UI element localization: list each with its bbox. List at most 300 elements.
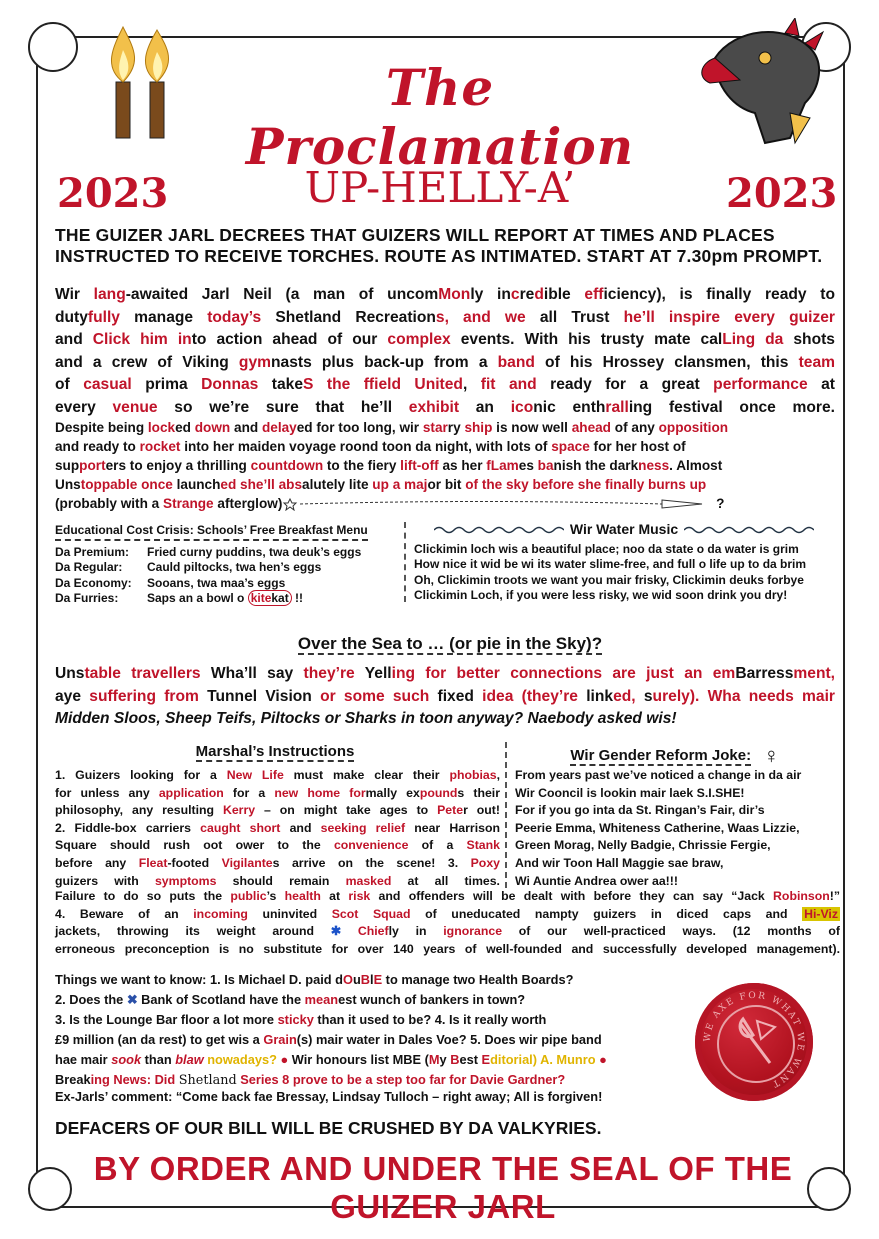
text-segment: events. With his trusty mate cal [450,331,723,348]
highlight-word: convenience [333,838,409,853]
text-segment: ry [447,420,465,435]
text-segment: to the fiery [323,458,401,473]
text-segment: and [230,420,262,435]
text-segment: Failure to do so puts the [55,889,231,903]
highlight-word: Robinson [773,889,830,903]
water-music [414,522,834,604]
text-segment: and a crew of Viking [55,353,239,371]
water-heading: Wir Water Music [569,521,679,537]
highlight-word: Pete [437,803,464,818]
highlight-word: gym [238,353,271,371]
text-segment: uninvited [247,906,332,921]
highlight-word: Ling da [722,331,784,348]
text-segment: duty [55,308,88,326]
divider-vertical [404,522,406,602]
year-left: 2023 [57,170,169,217]
highlight-word: the ffield United [326,376,463,393]
highlight-word: c [510,286,520,303]
highlight-word: s, and we [435,308,540,326]
menu-key: Da Economy: [55,575,132,590]
divider-vertical [505,742,507,888]
text-segment: s arrive on the scene! 3. [272,855,471,870]
highlight-word: Click him in [92,331,192,348]
text-segment: as her [438,458,487,473]
gender-line: And wir Toon Hall Maggie sae braw, [515,855,724,870]
highlight-word: ing News: Did [90,1072,179,1087]
highlight-word: idea (they’re [473,687,587,705]
highlight-word: blaw [175,1052,204,1067]
menu-key: Da Premium: [55,544,130,559]
menu-value: Cauld piltocks, twa hen’s eggs [147,560,322,574]
text-segment: est wunch of bankers in town? [338,992,526,1007]
text-segment: ed for too long, wir [296,420,423,435]
wave-left-icon [434,525,564,535]
text-segment: bit [444,477,462,492]
female-symbol-icon: ♀ [763,743,780,768]
highlight-word: space [551,439,590,454]
highlight-word: B [360,972,371,987]
highlight-word: he’ll inspire every guizer [609,308,836,326]
text-segment: and [55,331,93,348]
highlight-word: ignorance [443,924,503,939]
text-segment: of any [611,420,659,435]
marshal-instructions [55,767,500,890]
text-line [55,802,500,820]
text-segment: 2. Does the [55,992,127,1007]
highlight-word: S [303,376,314,393]
wave-right-icon [684,525,814,535]
text-segment: (probably with a [55,496,163,511]
highlight-word: of the sky before she finally burns up [461,477,707,492]
highlight-word: O [342,972,353,987]
text-segment: ly in [470,286,511,303]
text-segment: Uns [55,665,85,682]
seal-inscription: WE AXE FOR WHAT WE WANT [702,990,806,1090]
highlight-word: port [79,458,106,473]
highlight-word: fully [87,308,135,326]
text-segment: aye [55,687,82,705]
text-line [55,475,835,494]
text-segment: . Almost [669,458,723,473]
text-segment: nasts plus back-up from a [271,353,498,371]
text-segment: or [427,477,442,492]
torches-illustration [88,22,198,142]
text-line [55,888,840,906]
highlight-word: down [194,420,231,435]
highlight-word: ed she’ll abs [220,477,303,492]
highlight-word: ba [537,458,554,473]
text-segment: lite [348,477,369,492]
text-segment: ? [712,496,725,511]
text-segment: Wir [55,286,94,303]
text-segment: iciency), is finally ready to [603,286,835,303]
text-segment: !” [829,889,840,903]
highlight-word: Strange [163,496,214,511]
highlight-word: table travellers [84,665,211,682]
text-segment: Break [55,1072,91,1087]
text-segment: so we’re sure that he’ll [157,398,409,416]
highlight-word: ● [280,1052,289,1067]
gender-line: Wi Auntie Andrea ower aa!!! [515,873,678,888]
text-segment: take [258,376,303,393]
things-we-want-to-know [55,970,690,1091]
text-line [55,970,690,990]
highlight-word: delay [261,420,297,435]
text-segment: est [459,1052,482,1067]
text-line [55,494,835,513]
text-segment: Square should rush oot ower to the [55,838,334,853]
text-segment: 3. Is the Lounge Bar floor a lot more [55,1012,278,1027]
text-segment: of our well-practiced ways. (12 months of [502,924,840,939]
ex-jarls-comment: Ex-Jarls’ comment: “Come back fae Bressay, Lindsay Tulloch – right away; All is forgiven! [55,1089,603,1104]
highlight-word: new home for [274,785,366,800]
text-segment: guizers with [55,873,155,888]
paragraph-jarl [55,284,835,419]
text-line [55,418,835,437]
highlight-word: sook [111,1052,142,1067]
water-line: Clickimin loch wis a beautiful place; noo da state o da water is grim [414,541,799,556]
text-line [55,456,835,475]
highlight-word: Mon [438,286,471,303]
text-segment: s [643,687,653,705]
text-segment: l [370,972,374,987]
text-segment: es [518,458,538,473]
axe-icon [695,983,813,1101]
highlight-word: caught short [200,820,281,835]
highlight-word: fLam [486,458,519,473]
highlight-word: health [284,889,321,903]
text-segment: and offenders will be dealt with before they can say “Jack [370,889,774,903]
highlight-word: lock [147,420,176,435]
text-segment: of uneducated nampty guizers in diced caps and [410,906,803,921]
text-segment: at [807,376,835,393]
highlight-word: ed, [613,687,644,705]
text-segment: s their [457,785,501,800]
highlight-word: urely). Wha needs mair [652,687,835,705]
text-line: Midden Sloos, Sheep Teifs, Piltocks or Sharks in toon anyway? Naebody asked wis! [55,710,677,727]
highlight-word: ico [510,398,534,416]
highlight-word: Vigilante [221,855,273,870]
menu-value: Fried curny puddins, twa deuk’s eggs [147,544,362,559]
over-sea-heading: Over the Sea to … (or pie in the Sky)? [297,634,603,653]
highlight-word: d [534,286,544,303]
text-line [55,329,835,352]
text-segment: 2. Fiddle-box carriers [55,820,201,835]
text-line [55,352,835,375]
gender-joke [515,767,835,890]
highlight-word: star [422,420,448,435]
text-segment: ers to enjoy a thrilling [105,458,251,473]
highlight-word: they’re [293,665,365,682]
main-heading: UP-HELLY-A’ [304,163,576,212]
text-segment: Wir honours list MBE ( [288,1052,429,1067]
text-segment: Things we want to know: 1. Is Michael D. paid d [55,972,343,987]
highlight-word: ship [464,420,493,435]
text-segment: philosophy, any resulting [55,803,223,818]
menu-row [55,576,400,592]
text-line [55,906,840,924]
highlight-word: Fleat [138,855,168,870]
highlight-word: Hi-Viz [804,906,838,921]
highlight-word: public [230,889,267,903]
highlight-word: Kerry [222,803,256,818]
text-segment: nic enth [533,398,606,416]
highlight-word: E [373,972,383,987]
text-line [55,1070,690,1091]
wax-seal [695,983,813,1101]
text-segment: Despite being [55,420,148,435]
text-segment: -awaited Jarl Neil (a man of uncom [125,286,439,303]
highlight-word: Donnas [201,376,259,393]
highlight-word: risk [348,889,371,903]
text-segment: ly in [388,924,444,939]
text-segment: ing festival once more. [628,398,836,416]
text-segment: than it used to be? 4. Is it really worth [313,1012,547,1027]
text-segment: for unless any [55,785,159,800]
final-order: BY ORDER AND UNDER THE SEAL OF THE GUIZER JARL [93,1150,793,1225]
text-line [55,785,500,803]
text-line [55,307,835,330]
text-segment: mally ex [365,785,420,800]
decree-text: THE GUIZER JARL DECREES THAT GUIZERS WILL REPORT AT TIMES AND PLACES INSTRUCTED TO RECEIVE TORCHES. ROUTE AS INTIMATED. START AT 7.30pm PROMPT. [55,225,823,266]
text-segment: (s) mair water in Dales Voe? 5. Does wir pipe band [296,1032,602,1047]
highlight-word: symptoms [154,873,217,888]
highlight-word: M [428,1052,440,1067]
text-segment [313,376,326,393]
saltire-icon: ✖ [126,992,138,1007]
text-line [55,284,835,307]
scroll-curl-top-left [28,22,78,72]
text-segment: than [141,1052,176,1067]
over-sea-paragraph [55,663,835,731]
highlight-word: rall [605,398,629,416]
text-line [55,990,690,1010]
text-segment: -footed [167,855,222,870]
text-segment: re [519,286,535,303]
text-segment: nish the dark [553,458,639,473]
water-line: Oh, Clickimin troots we want you mair frisky, Clickimin deuks forbye [414,572,804,587]
text-segment: Tunnel Vision [207,687,312,705]
text-line [55,855,500,873]
gender-line: Wir Cooncil is lookin mair laek S.I.SHE! [515,785,745,800]
text-segment: to action ahead of our [191,331,388,348]
menu-value: Saps an a bowl o kitekat !! [147,591,304,605]
highlight-word: ing for better connections are just an em [391,665,736,682]
text-line [55,923,840,941]
text-segment: at all times. [391,873,500,888]
text-segment: 1. Guizers looking for a [55,768,227,782]
highlight-word: rocket [139,439,181,454]
text-line [55,686,835,709]
text-segment: of a [408,838,467,853]
text-line [55,941,840,959]
highlight-word: application [158,785,224,800]
siren-icon: ✱ [330,924,342,939]
menu-key: Da Furries: [55,591,119,605]
highlight-word: lang [93,286,126,303]
text-segment: into her maiden voyage roond toon da night, with lots of [180,439,552,454]
highlight-word: pound [419,785,458,800]
breakfast-menu [55,523,400,607]
gender-line: From years past we’ve noticed a change in da air [515,768,802,782]
highlight-word: or some such [311,687,438,705]
text-segment: y [439,1052,451,1067]
text-segment: £9 million (an da rest) to get wis a [55,1032,264,1047]
text-segment: alutely [302,477,346,492]
highlight-word: Series 8 prove to be a step too far for Davie Gardner? [236,1072,566,1087]
highlight-word: and [508,376,537,393]
text-segment: for her host of [589,439,686,454]
water-line: How nice it wid be wi its water slime-free, and full o life up to da brim [414,557,807,571]
text-line [55,1030,690,1050]
highlight-word: ness [638,458,670,473]
text-line [55,663,835,686]
highlight-word: team [798,353,835,371]
text-segment: hae mair [55,1052,112,1067]
text-line [55,1050,690,1070]
highlight-word: sticky [277,1012,314,1027]
text-segment: Bank of Scotland have the [137,992,305,1007]
highlight-word: up a maj [368,477,428,492]
highlight-word: exhibit [408,398,460,416]
highlight-word: incoming [193,906,248,921]
text-segment: is now well [492,420,572,435]
text-segment: ed [175,420,195,435]
year-right: 2023 [726,170,838,217]
highlight-word: ment, [793,665,835,682]
gender-line: Peerie Emma, Whiteness Catherine, Waas Lizzie, [515,820,800,835]
text-segment: u [352,972,361,987]
highlight-word: Grain [263,1032,297,1047]
text-segment: fixed [437,687,474,705]
text-segment: at [320,889,349,903]
text-segment: ready for a great [536,376,714,393]
text-segment [341,924,358,938]
text-segment: r out! [463,803,500,818]
text-segment: Barress [735,665,794,682]
highlight-word: ● [599,1052,607,1067]
menu-row [55,591,400,607]
text-segment: ’s [266,889,285,903]
text-segment: to manage two Health Boards? [382,972,574,987]
text-segment: Wha’ll say [210,665,294,682]
marshal-continued [55,888,840,958]
highlight-word: New Life [226,768,284,782]
kitekat-box: kitekat [248,590,292,606]
text-segment: Shetland [178,1073,237,1088]
text-segment: Uns [55,477,81,492]
defacers-warning: DEFACERS OF OUR BILL WILL BE CRUSHED BY DA VALKYRIES. [55,1118,602,1138]
text-segment: Yell [364,665,392,682]
text-segment: should remain [216,873,346,888]
text-segment: every [55,398,113,416]
text-segment: manage [134,308,194,326]
highlight-word: band [497,353,535,371]
highlight-word: suffering from [81,687,208,705]
menu-row [55,560,400,576]
text-segment: prima [131,376,202,393]
highlight-word: eff [584,286,604,303]
text-segment: afterglow) [213,496,283,511]
text-segment [495,376,508,393]
highlight-word: mean [304,992,339,1007]
dragon-head-illustration [695,18,840,148]
page-title: The Proclamation [245,58,635,176]
highlight-word: Poxy [470,855,501,870]
text-segment: , [462,376,481,393]
text-segment: 4. Beware of an [55,906,194,921]
text-segment: near Harrison [405,820,500,835]
paragraph-ship [55,418,835,513]
text-line [55,374,835,397]
highlight-word: venue [112,398,158,416]
highlight-word: countdown [250,458,324,473]
text-segment: shots [783,331,835,348]
text-segment: ible [543,286,585,303]
menu-key: Da Regular: [55,560,123,574]
text-segment: , [496,768,500,782]
text-segment: for a [223,785,275,800]
highlight-word: complex [387,331,451,348]
highlight-word: lift-off [400,458,439,473]
text-segment: jackets, throwing its weight around [55,924,331,939]
highlight-word: fit [480,376,496,393]
text-segment: launch [176,477,221,492]
text-line [55,437,835,456]
water-line: Clickimin Loch, if you were less risky, we wid soon drink you dry! [414,588,788,602]
text-segment: link [586,687,614,705]
highlight-word: performance [713,376,808,393]
text-segment: erroneous preconception is no substitute for over 140 years of well-founded and successfully developed management). [55,941,840,956]
highlight-word: casual [83,376,132,393]
text-segment: all Trust [539,308,610,326]
bullet-icon: ditorial) A. Munro [490,1052,600,1067]
text-segment: Shetland Recreation [275,308,436,326]
highlight-word: ahead [571,420,611,435]
text-segment: an [459,398,511,416]
text-line [55,837,500,855]
text-line [55,397,835,420]
breakfast-heading: Educational Cost Crisis: Schools’ Free Breakfast Menu [55,523,368,541]
text-segment: of [55,376,84,393]
highlight-word: Stank [466,838,500,853]
gender-heading: Wir Gender Reform Joke: ♀ [570,743,780,768]
marshal-heading: Marshal’s Instructions [195,743,355,760]
bullet-icon: nowadays? [203,1052,281,1067]
gender-line: Green Morag, Nelly Badgie, Chrissie Fergie, [515,838,771,853]
highlight-word: opposition [658,420,729,435]
text-line [55,767,500,785]
gender-line: For if you go inta da St. Ringan’s Fair, dir’s [515,803,765,818]
menu-row [55,545,400,561]
highlight-word: masked [345,873,392,888]
highlight-word: B [450,1052,460,1067]
text-segment: and ready to [55,439,140,454]
highlight-word: toppable once [80,477,177,492]
text-line [55,1010,690,1030]
highlight-word: Scot Squad [331,906,411,921]
highlight-word: E [481,1052,491,1067]
highlight-word: Chief [357,924,389,939]
text-segment: of his Hrossey clansmen, this [534,353,799,371]
text-segment: – on might take ages to [255,803,438,818]
text-segment: before any [55,855,139,870]
text-line [55,820,500,838]
menu-value: Sooans, twa maa’s eggs [147,575,286,590]
rocket-trail-icon [282,497,712,511]
text-segment: and [280,820,321,835]
text-segment: must make clear their [283,768,450,782]
